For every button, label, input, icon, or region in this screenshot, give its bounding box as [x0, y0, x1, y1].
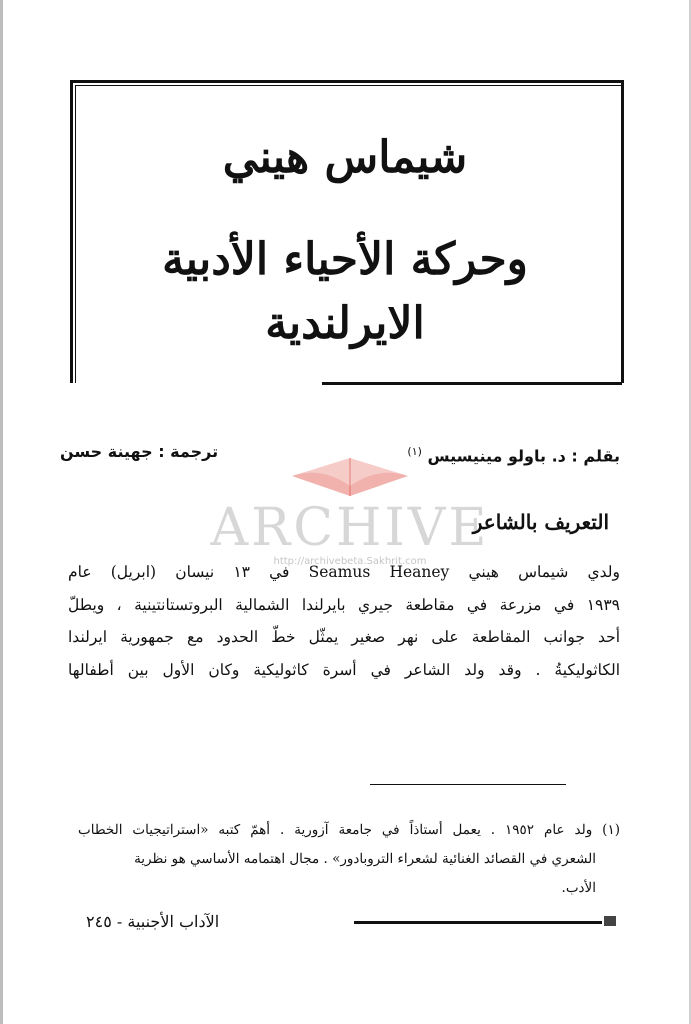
- footnote: [78, 816, 620, 903]
- watermark-url: http://archivebeta.Sakhrit.com: [273, 556, 427, 567]
- translator-credit: ترجمة : جهينة حسن: [60, 442, 219, 461]
- title-line-2: وحركة الأحياء الأدبية الايرلندية: [162, 234, 528, 349]
- footnote-marker: (١): [407, 445, 422, 458]
- journal-page-number: الآداب الأجنبية - ٢٤٥: [86, 912, 220, 931]
- body-line: الكاثوليكيةُ . وقد ولد الشاعر في أسرة كاثوليكية وكان الأول بين أطفالها: [68, 660, 620, 679]
- body-line: ١٩٣٩ في مزرعة في مقاطعة جيري بايرلندا الشمالية البروتستانتينية ، ويطلّ: [68, 595, 620, 614]
- title-line-1: شيماس هيني: [222, 132, 468, 183]
- author-name: بقلم : د. باولو مينيسيس: [427, 446, 620, 466]
- footnote-line: (١) ولد عام ١٩٥٢ . يعمل أستاذاً في جامعة آزورية . أهمّ كتبه «استراتيجيات الخطاب: [78, 822, 620, 838]
- body-line: أحد جوانب المقاطعة على نهر صغير يمثّل خطّ الحدود مع جمهورية ايرلندا: [68, 628, 620, 646]
- page-footer: [86, 908, 616, 936]
- footnote-line: الأدب.: [561, 880, 596, 896]
- section-heading: التعريف بالشاعر: [472, 510, 609, 534]
- body-line: ولدي شيماس هيني Seamus Heaney في ١٣ نيسان (ابريل) عام: [68, 563, 620, 581]
- footer-ornament: [604, 916, 616, 926]
- footnote-separator: [370, 784, 566, 785]
- title-frame-bottom-rule: [322, 382, 622, 385]
- body-paragraph: [68, 556, 620, 686]
- watermark-text: ARCHIVE: [210, 498, 490, 558]
- footer-rule: [354, 921, 602, 924]
- author-credit: [407, 440, 620, 468]
- footnote-line: الشعري في القصائد الغنائية لشعراء التروبادور» . مجال اهتمامه الأساسي هو نظرية: [134, 851, 596, 867]
- scan-edge-left: [0, 0, 3, 1024]
